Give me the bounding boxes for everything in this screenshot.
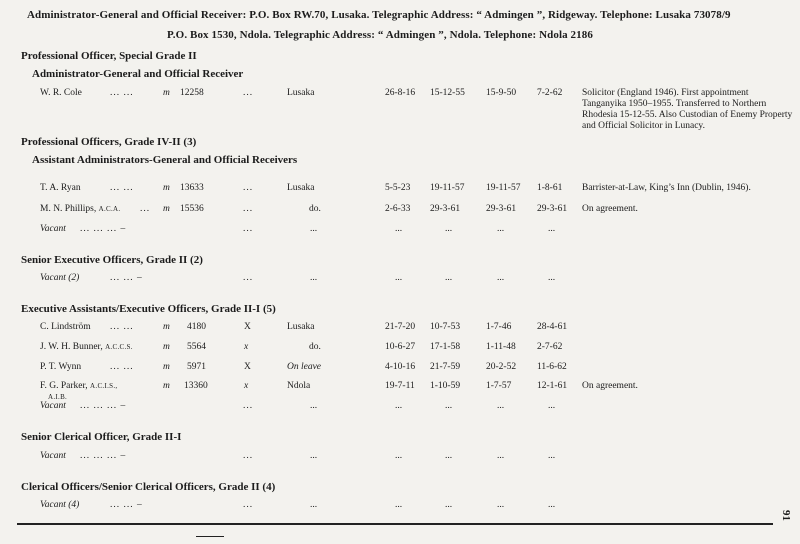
table-row: J. W. H. Bunner, A.C.C.S. m 5564 x do. 10-6-27 17-1-58 1-11-48 2-7-62 — [40, 342, 563, 352]
table-row: F. G. Parker, A.C.I.S., m 13360 x Ndola 19-7-11 1-10-59 1-7-57 12-1-61 On agreement. — [40, 381, 638, 391]
table-row: Vacant (4) ... ... – ... ... ... ... ... ... — [40, 500, 556, 510]
short-rule — [196, 536, 224, 537]
table-row: Vacant (2) ... ... – ... ... ... ... ... ... — [40, 273, 556, 283]
table-row: W. R. Cole ... ... m 12258 ... Lusaka 26-8-16 15-12-55 15-9-50 7-2-62 — [40, 88, 563, 98]
section-subtitle: Administrator-General and Official Receiver — [32, 68, 244, 80]
section-title: Professional Officer, Special Grade II — [21, 50, 197, 62]
section-subtitle: Assistant Administrators-General and Official Receivers — [32, 154, 298, 166]
table-row: C. Lindström ... ... m 4180 X Lusaka 21-7-20 10-7-53 1-7-46 28-4-61 — [40, 322, 568, 332]
table-row: P. T. Wynn ... ... m 5971 X On leave 4-10-16 21-7-59 20-2-52 11-6-62 — [40, 362, 567, 372]
header-line-2: P.O. Box 1530, Ndola. Telegraphic Address: “ Admingen ”, Ndola. Telephone: Ndola 2186 — [167, 29, 593, 41]
bottom-rule — [17, 523, 773, 525]
table-row: M. N. Phillips, A.C.A. ... m 15536 ... do. 2-6-33 29-3-61 29-3-61 29-3-61 On agreement. — [40, 204, 638, 214]
table-row: T. A. Ryan ... ... m 13633 ... Lusaka 5-5-23 19-11-57 19-11-57 1-8-61 — [40, 183, 563, 193]
page-number: 91 — [780, 510, 792, 521]
table-row: Vacant ... ... ... – ... ... ... ... ... ... — [40, 401, 556, 411]
section-title: Senior Executive Officers, Grade II (2) — [21, 254, 203, 266]
section-title: Professional Officers, Grade IV-II (3) — [21, 136, 197, 148]
header-line-1: Administrator-General and Official Receiver: P.O. Box RW.70, Lusaka. Telegraphic Address: “ Admingen ”, Ridgeway. Telephone: Lusaka 73078/9 — [27, 9, 731, 21]
qualification-note: A.I.B. — [48, 393, 68, 401]
table-row: Vacant ... ... ... – ... ... ... ... ... ... — [40, 224, 556, 234]
table-row: Vacant ... ... ... – ... ... ... ... ... ... — [40, 451, 556, 461]
section-title: Clerical Officers/Senior Clerical Officers, Grade II (4) — [21, 481, 276, 493]
section-title: Executive Assistants/Executive Officers, Grade II-I (5) — [21, 303, 276, 315]
remark-text: Barrister-at-Law, King’s Inn (Dublin, 1946). — [582, 183, 751, 193]
remark-text: Solicitor (England 1946). First appointment Tanganyika 1950–1955. Transferred to Northern Rhodesia 15-12-55. Also Custodian of Enemy Property and Official Solicitor in Lunacy. — [582, 88, 793, 131]
section-title: Senior Clerical Officer, Grade II-I — [21, 431, 182, 443]
